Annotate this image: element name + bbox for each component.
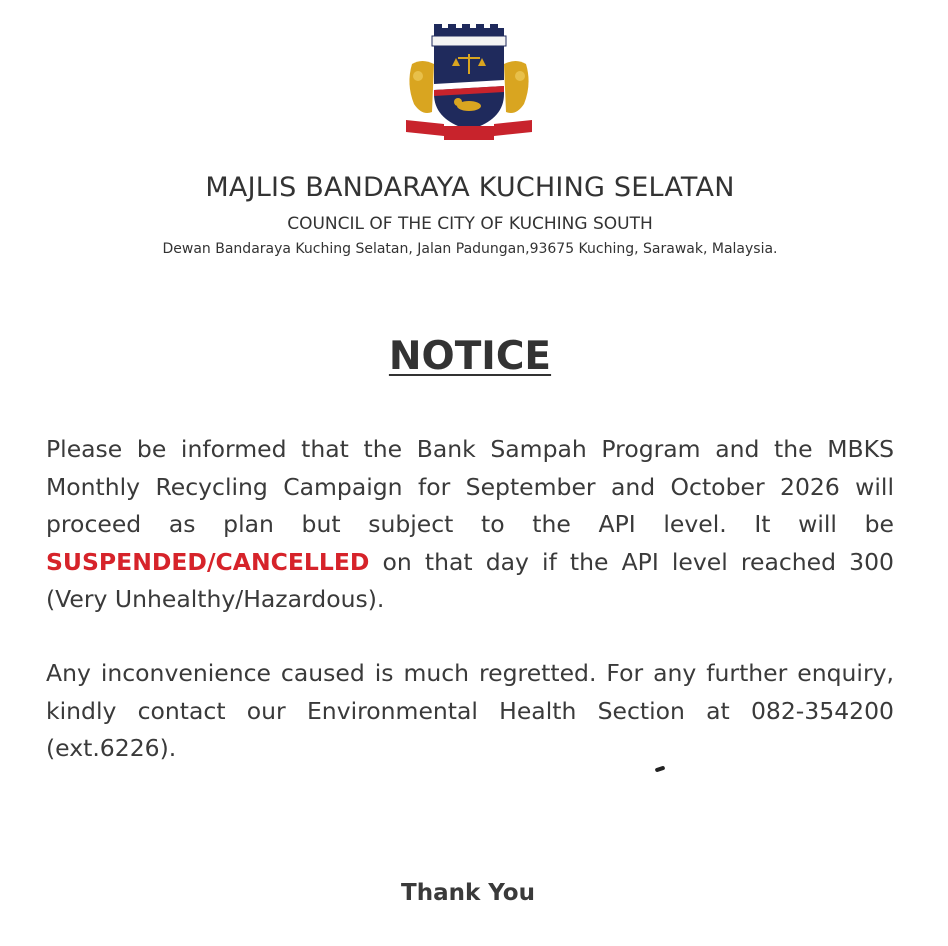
paragraph-1-text-before: Please be informed that the Bank Sampah Program and the MBKS Monthly Recycling Campaign for September and October 2026 will proceed as plan but subject to the API level. It will be xyxy=(46,435,894,538)
suspended-cancelled-emphasis: SUSPENDED/CANCELLED xyxy=(46,547,370,576)
notice-title-text: NOTICE xyxy=(388,334,552,379)
council-name-english: COUNCIL OF THE CITY OF KUCHING SOUTH xyxy=(287,214,653,234)
notice-paragraph-1 xyxy=(46,431,894,619)
council-crest-logo xyxy=(404,24,534,142)
notice-paragraph-2: Any inconvenience caused is much regretted. For any further enquiry, kindly contact our Environmental Health Section at 082-354200 (ext.6226). xyxy=(46,659,894,762)
paragraph-1-text-after: on that day if the API level reached 300 (Very Unhealthy/Hazardous). xyxy=(46,547,894,613)
council-address: Dewan Bandaraya Kuching Selatan, Jalan Padungan,93675 Kuching, Sarawak, Malaysia. xyxy=(162,241,778,257)
council-name-malay: MAJLIS BANDARAYA KUCHING SELATAN xyxy=(205,172,735,203)
notice-title xyxy=(0,334,940,379)
closing-thank-you: Thank You xyxy=(401,880,535,906)
